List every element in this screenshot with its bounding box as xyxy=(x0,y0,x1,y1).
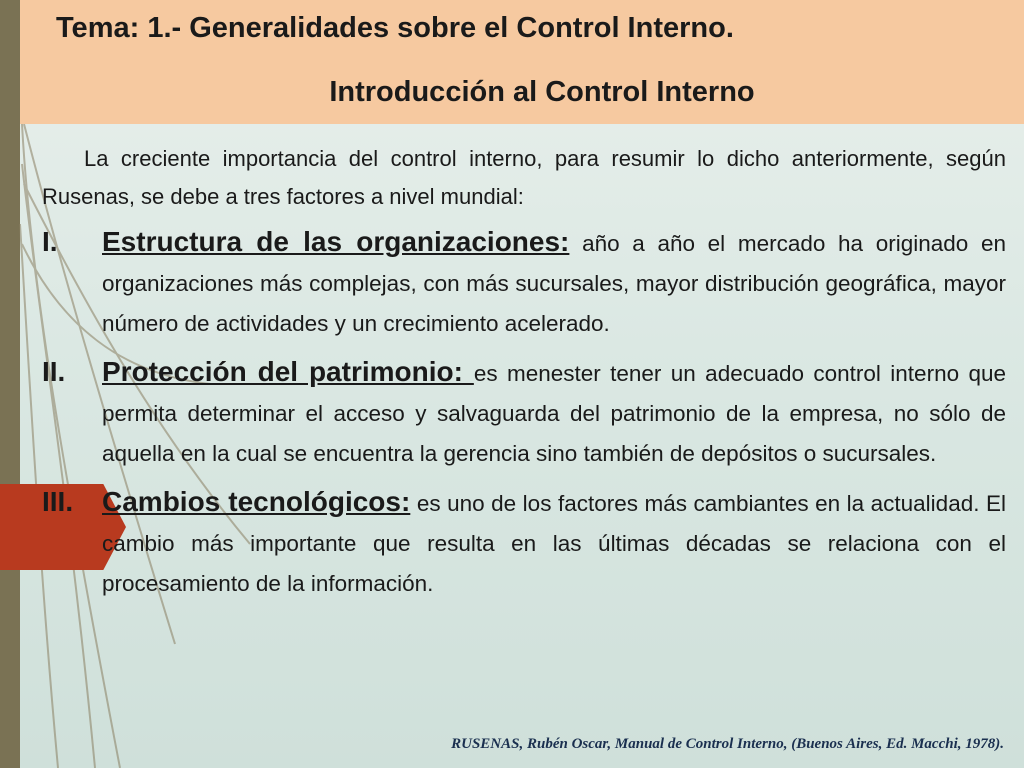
list-item xyxy=(42,222,1006,344)
item-text: año a año el mercado ha originado en organizaciones más complejas, con más sucursales, mayor distribución geográfica, mayor número de actividades y un crecimiento acelerado. xyxy=(102,231,1006,336)
list-item xyxy=(42,482,1006,604)
slide-title: Tema: 1.- Generalidades sobre el Control Interno. xyxy=(56,12,734,44)
intro-paragraph: La creciente importancia del control interno, para resumir lo dicho anteriormente, según Rusenas, se debe a tres factores a nivel mundial: xyxy=(42,146,1006,209)
item-number: I. xyxy=(42,226,58,257)
slide-subtitle: Introducción al Control Interno xyxy=(329,76,755,108)
item-number: III. xyxy=(42,486,74,517)
item-number: II. xyxy=(42,356,66,387)
header-band xyxy=(20,0,1024,124)
item-text: es menester tener un adecuado control interno que permita determinar el acceso y salvaguarda del patrimonio de la empresa, no sólo de aquella en la cual se encuentra la gerencia sino también de depósitos o sucursales. xyxy=(102,361,1007,466)
list-item xyxy=(42,352,1006,474)
item-heading: Estructura de las organizaciones: xyxy=(102,226,570,257)
citation: RUSENAS, Rubén Oscar, Manual de Control Interno, (Buenos Aires, Ed. Macchi, 1978). xyxy=(451,736,1004,752)
item-heading: Cambios tecnológicos: xyxy=(102,486,411,517)
item-text: es uno de los factores más cambiantes en la actualidad. El cambio más importante que resulta en las últimas décadas se relaciona con el procesamiento de la información. xyxy=(102,491,1006,596)
content-body xyxy=(42,140,1006,604)
item-heading: Protección del patrimonio: xyxy=(102,356,474,387)
